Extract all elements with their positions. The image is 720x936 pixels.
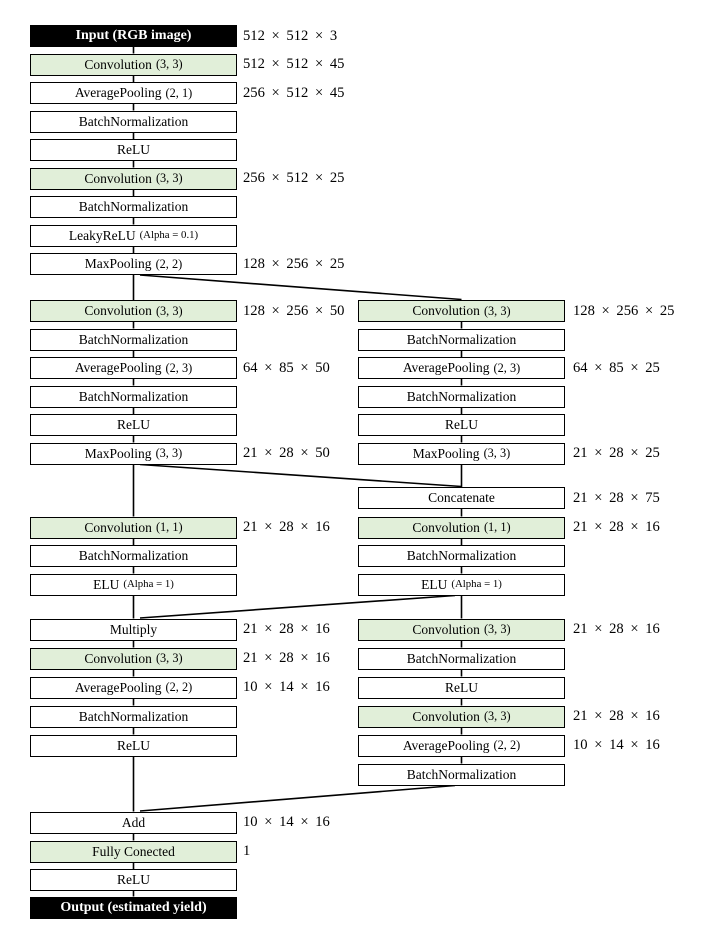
layer-box-relu1 xyxy=(30,139,237,161)
tensor-shape-label-conv1: 512 × 512 × 45 xyxy=(243,56,345,73)
layer-box-conv5 xyxy=(30,648,237,670)
layer-label: BatchNormalization xyxy=(406,331,517,347)
layer-label: MaxPooling xyxy=(412,445,480,461)
layer-box-relu2 xyxy=(30,414,237,436)
layer-box-ravg2 xyxy=(358,735,565,757)
layer-label: ReLU xyxy=(445,417,478,433)
layer-param: (3, 3) xyxy=(483,303,511,318)
tensor-shape-label-avg2: 64 × 85 × 50 xyxy=(243,359,330,376)
layer-param: (2, 2) xyxy=(165,680,193,695)
layer-label: Output (estimated yield) xyxy=(60,899,207,915)
layer-box-avg3 xyxy=(30,677,237,699)
tensor-shape-label-concat: 21 × 28 × 75 xyxy=(573,489,660,506)
layer-box-concat xyxy=(358,487,565,509)
layer-label: AveragePooling xyxy=(402,360,490,376)
tensor-shape-label-rconv1: 128 × 256 × 25 xyxy=(573,302,675,319)
layer-label: Add xyxy=(121,814,146,830)
layer-box-bn2 xyxy=(30,196,237,218)
layer-box-rbn3 xyxy=(358,545,565,567)
layer-label: Convolution xyxy=(84,56,152,72)
layer-label: BatchNormalization xyxy=(78,388,189,404)
layer-label: BatchNormalization xyxy=(406,548,517,564)
layer-label: ReLU xyxy=(117,417,150,433)
connector-line xyxy=(140,465,462,487)
layer-param: (1, 1) xyxy=(155,520,183,535)
layer-label: BatchNormalization xyxy=(78,548,189,564)
layer-box-elu1 xyxy=(30,574,237,596)
layer-label: BatchNormalization xyxy=(78,708,189,724)
layer-box-rconv3 xyxy=(358,619,565,641)
layer-box-rrelu1 xyxy=(358,414,565,436)
layer-box-rrelu2 xyxy=(358,677,565,699)
layer-box-rbn5 xyxy=(358,764,565,786)
layer-label: AveragePooling xyxy=(74,679,162,695)
layer-label: Fully Conected xyxy=(92,843,175,859)
tensor-shape-label-rconv4: 21 × 28 × 16 xyxy=(573,708,660,725)
layer-label: BatchNormalization xyxy=(78,331,189,347)
layer-box-rconv2 xyxy=(358,517,565,539)
tensor-shape-label-conv2: 256 × 512 × 25 xyxy=(243,170,345,187)
tensor-shape-label-ravg2: 10 × 14 × 16 xyxy=(573,737,660,754)
layer-box-avg2 xyxy=(30,357,237,379)
layer-label: MaxPooling xyxy=(84,256,152,272)
tensor-shape-label-maxp2: 21 × 28 × 50 xyxy=(243,445,330,462)
layer-label: ReLU xyxy=(117,872,150,888)
layer-box-add xyxy=(30,812,237,834)
layer-label: AveragePooling xyxy=(402,737,490,753)
tensor-shape-label-rmaxp: 21 × 28 × 25 xyxy=(573,445,660,462)
layer-box-output xyxy=(30,897,237,919)
layer-label: LeakyReLU xyxy=(68,227,136,243)
layer-box-conv1 xyxy=(30,54,237,76)
layer-param: (3, 3) xyxy=(483,446,511,461)
layer-param: (3, 3) xyxy=(155,651,183,666)
layer-label: ReLU xyxy=(117,737,150,753)
layer-label: Convolution xyxy=(412,621,480,637)
layer-label: AveragePooling xyxy=(74,85,162,101)
tensor-shape-label-avg1: 256 × 512 × 45 xyxy=(243,84,345,101)
layer-param: (3, 3) xyxy=(155,303,183,318)
tensor-shape-label-ravg1: 64 × 85 × 25 xyxy=(573,359,660,376)
layer-label: BatchNormalization xyxy=(406,388,517,404)
tensor-shape-label-rconv2: 21 × 28 × 16 xyxy=(573,519,660,536)
layer-label: AveragePooling xyxy=(74,360,162,376)
layer-param: (1, 1) xyxy=(483,520,511,535)
layer-box-bn4 xyxy=(30,386,237,408)
layer-label: Convolution xyxy=(412,708,480,724)
layer-box-relu5 xyxy=(358,574,565,596)
layer-box-relu3 xyxy=(30,735,237,757)
layer-label: ELU xyxy=(421,576,448,592)
layer-box-conv2 xyxy=(30,168,237,190)
layer-box-leaky xyxy=(30,225,237,247)
layer-box-rbn1 xyxy=(358,329,565,351)
tensor-shape-label-fc: 1 xyxy=(243,843,251,860)
layer-param: (2, 1) xyxy=(165,85,193,100)
layer-label: Convolution xyxy=(412,303,480,319)
layer-param: (2, 2) xyxy=(493,738,521,753)
layer-label: Input (RGB image) xyxy=(75,28,192,43)
connector-line xyxy=(140,596,455,619)
layer-box-relu4 xyxy=(30,869,237,891)
layer-box-fc xyxy=(30,841,237,863)
layer-param: (Alpha = 1) xyxy=(451,578,502,591)
tensor-shape-label-avg3: 10 × 14 × 16 xyxy=(243,679,330,696)
layer-box-maxp2 xyxy=(30,443,237,465)
tensor-shape-label-conv3: 128 × 256 × 50 xyxy=(243,302,345,319)
tensor-shape-label-conv5: 21 × 28 × 16 xyxy=(243,650,330,667)
layer-label: Convolution xyxy=(84,519,152,535)
layer-box-bn1 xyxy=(30,111,237,133)
connector-line xyxy=(140,786,455,812)
layer-label: Convolution xyxy=(84,170,152,186)
layer-box-multiply xyxy=(30,619,237,641)
layer-label: BatchNormalization xyxy=(406,766,517,782)
tensor-shape-label-conv4: 21 × 28 × 16 xyxy=(243,519,330,536)
tensor-shape-label-input: 512 × 512 × 3 xyxy=(243,27,338,44)
layer-box-bn6 xyxy=(30,706,237,728)
tensor-shape-label-multiply: 21 × 28 × 16 xyxy=(243,621,330,638)
layer-label: Concatenate xyxy=(428,490,495,506)
layer-box-bn3 xyxy=(30,329,237,351)
layer-label: Convolution xyxy=(84,303,152,319)
layer-label: ELU xyxy=(93,576,120,592)
layer-param: (2, 2) xyxy=(155,256,183,271)
layer-param: (3, 3) xyxy=(155,171,183,186)
layer-param: (3, 3) xyxy=(483,709,511,724)
tensor-shape-label-add: 10 × 14 × 16 xyxy=(243,814,330,831)
layer-label: Multiply xyxy=(109,621,158,637)
layer-param: (Alpha = 1) xyxy=(123,578,174,591)
layer-label: BatchNormalization xyxy=(78,113,189,129)
layer-box-rconv4 xyxy=(358,706,565,728)
layer-box-avg1 xyxy=(30,82,237,104)
layer-box-rbn4 xyxy=(358,648,565,670)
layer-box-rconv1 xyxy=(358,300,565,322)
layer-label: ReLU xyxy=(117,142,150,158)
tensor-shape-label-maxp1: 128 × 256 × 25 xyxy=(243,255,345,272)
layer-param: (2, 3) xyxy=(165,360,193,375)
layer-param: (3, 3) xyxy=(483,622,511,637)
layer-label: Convolution xyxy=(412,519,480,535)
layer-label: ReLU xyxy=(445,679,478,695)
layer-box-conv3 xyxy=(30,300,237,322)
layer-box-rbn2 xyxy=(358,386,565,408)
layer-label: BatchNormalization xyxy=(78,199,189,215)
layer-box-conv4 xyxy=(30,517,237,539)
layer-param: (3, 3) xyxy=(155,57,183,72)
layer-label: BatchNormalization xyxy=(406,650,517,666)
layer-param: (3, 3) xyxy=(155,446,183,461)
layer-box-rmaxp xyxy=(358,443,565,465)
layer-box-bn5 xyxy=(30,545,237,567)
layer-param: (2, 3) xyxy=(493,360,521,375)
tensor-shape-label-rconv3: 21 × 28 × 16 xyxy=(573,621,660,638)
layer-box-input xyxy=(30,25,237,47)
layer-label: Convolution xyxy=(84,650,152,666)
layer-label: MaxPooling xyxy=(84,445,152,461)
layer-param: (Alpha = 0.1) xyxy=(139,229,199,242)
layer-box-ravg1 xyxy=(358,357,565,379)
layer-box-maxp1 xyxy=(30,253,237,275)
connector-line xyxy=(140,275,462,300)
